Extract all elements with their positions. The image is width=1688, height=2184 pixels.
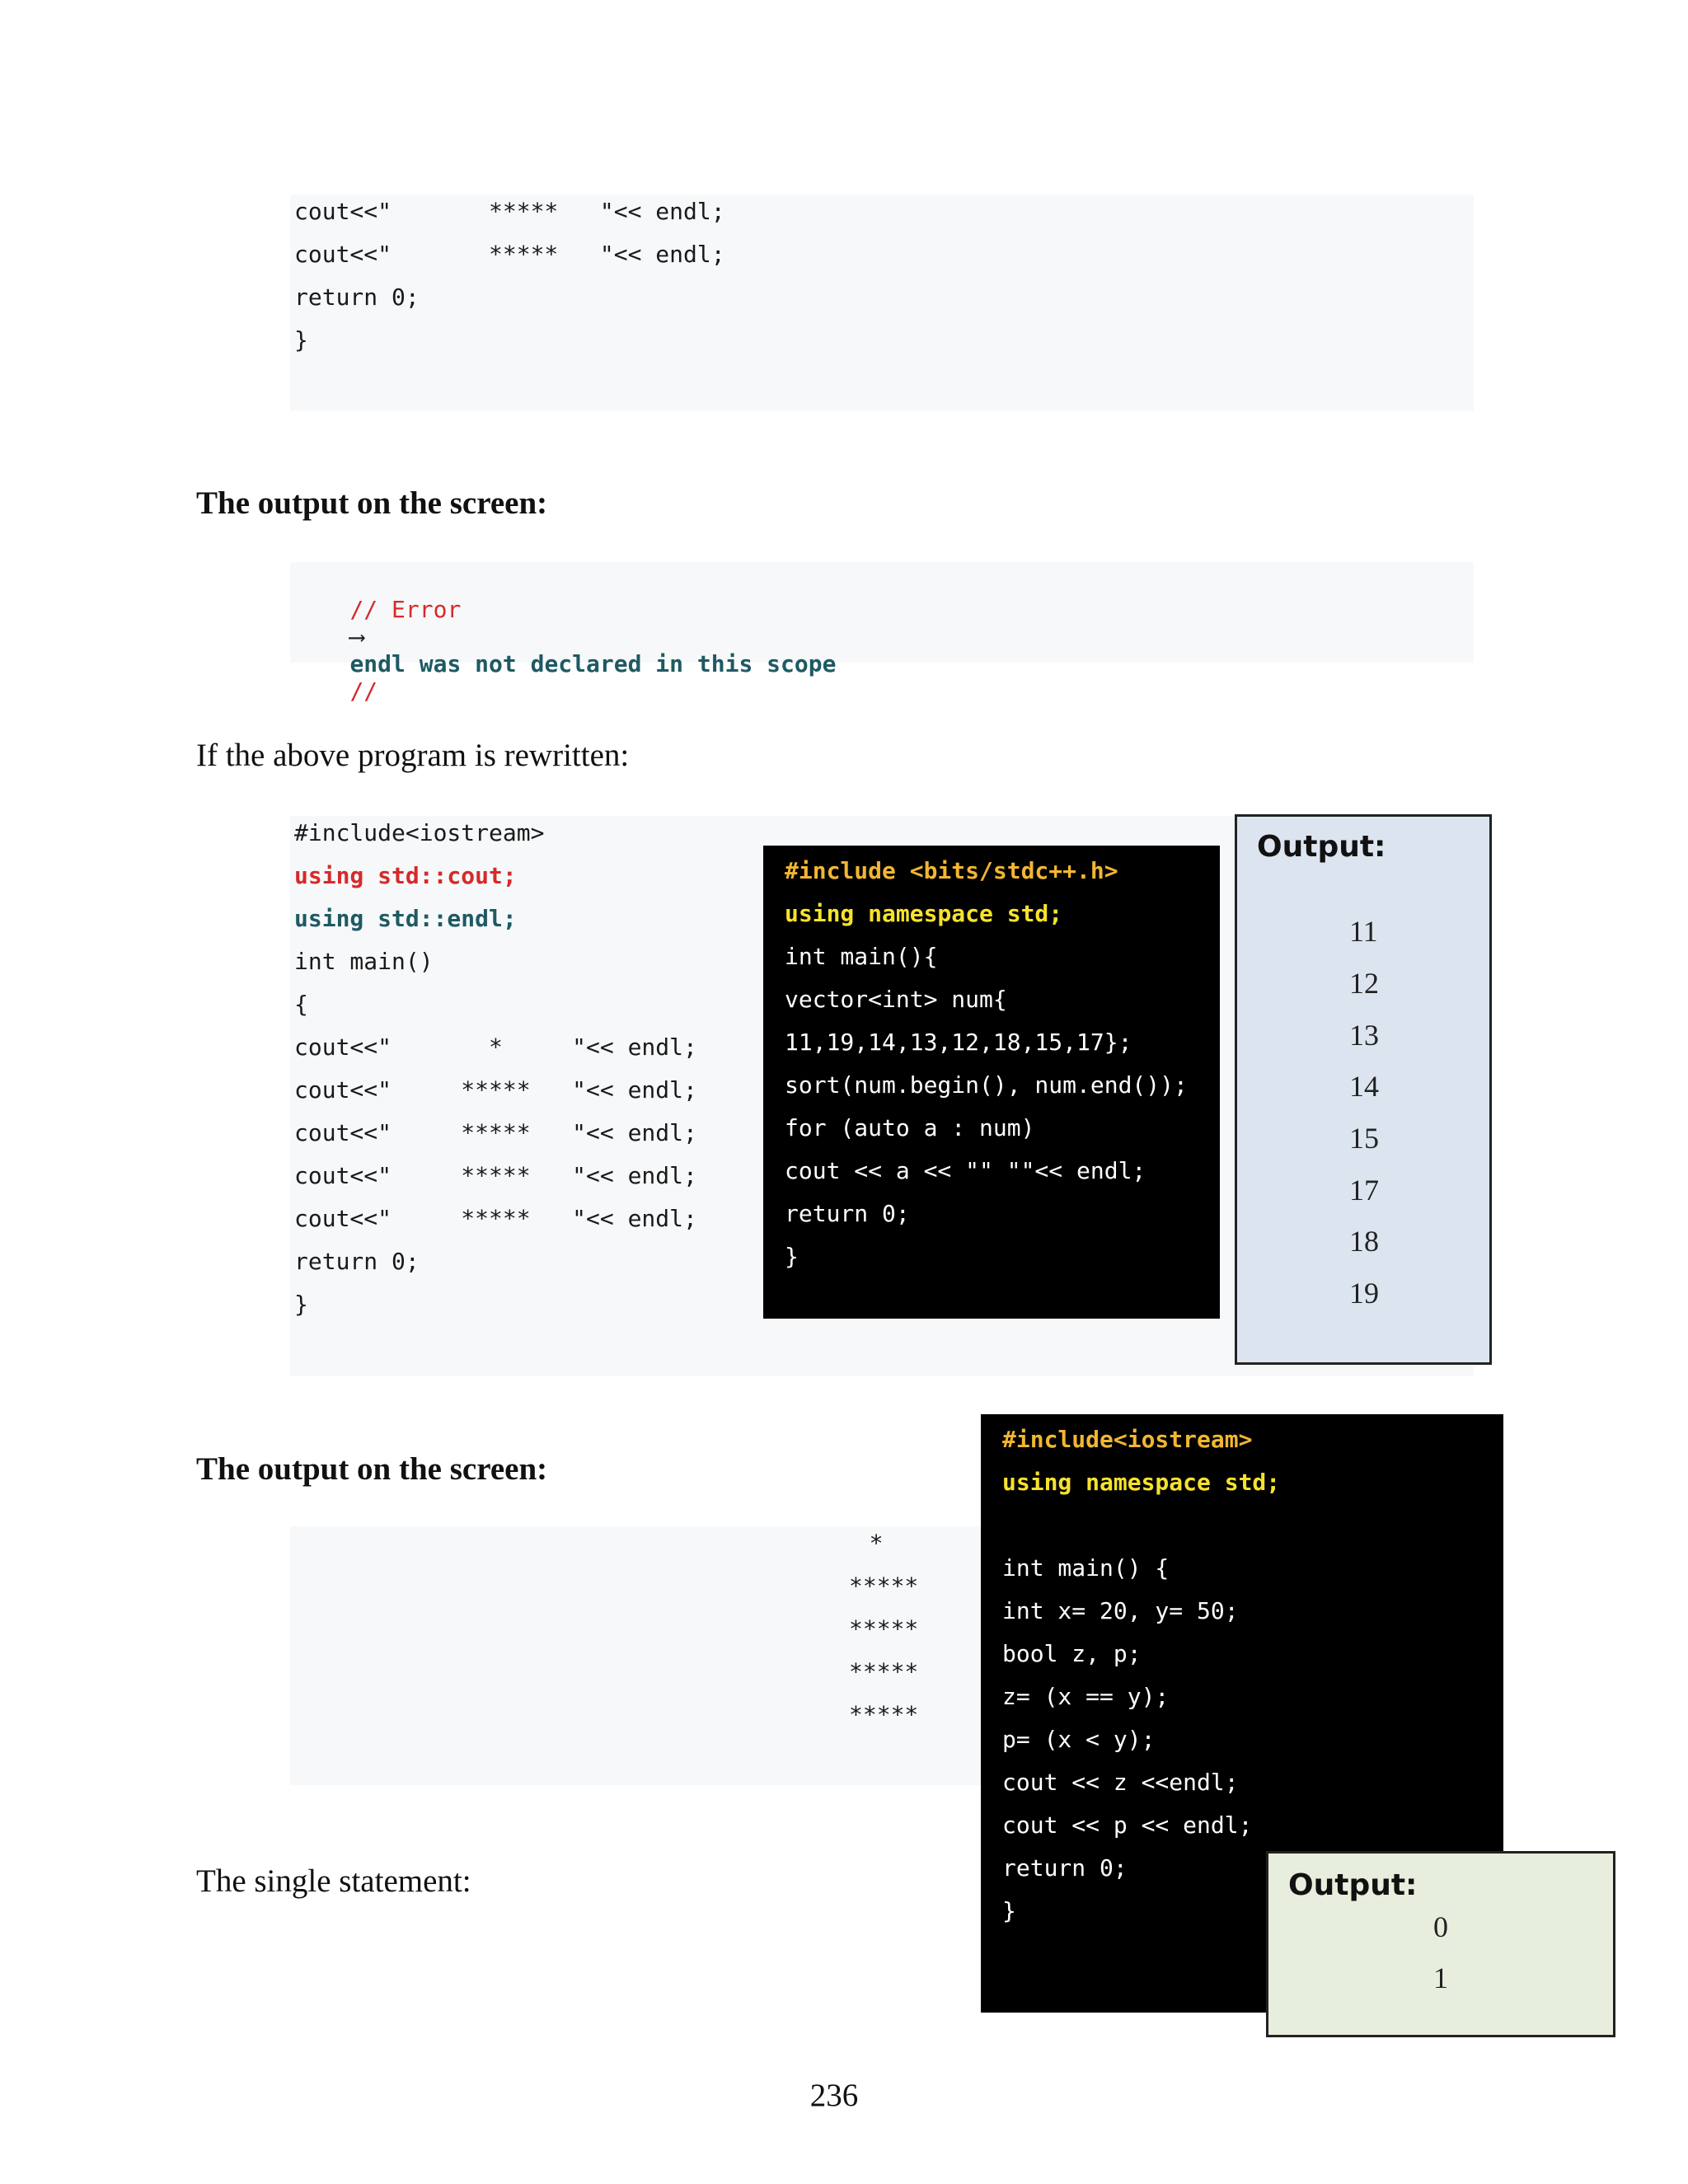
output-line: ***** — [849, 1701, 919, 1728]
output-value: 19 — [1349, 1277, 1379, 1310]
code-line: cout<<" * "<< endl; — [294, 1033, 697, 1061]
output-value: 12 — [1349, 967, 1379, 1000]
section-heading: The output on the screen: — [196, 485, 548, 521]
code-line: } — [785, 1243, 799, 1270]
code-line: int x= 20, y= 50; — [1002, 1597, 1239, 1624]
output-line: ***** — [849, 1615, 919, 1643]
error-prefix: // Error — [349, 596, 462, 623]
error-suffix: // — [349, 677, 378, 705]
code-line: } — [294, 326, 308, 354]
code-line: cout<<" ***** "<< endl; — [294, 1119, 697, 1146]
code-line: #include<iostream> — [294, 819, 545, 846]
output-value: 13 — [1349, 1019, 1379, 1052]
arrow-icon: ⟶ — [349, 623, 364, 650]
output-line: * — [869, 1530, 884, 1557]
output-value: 18 — [1349, 1225, 1379, 1258]
page-number: 236 — [809, 2078, 859, 2113]
code-line: cout<<" ***** "<< endl; — [294, 1205, 697, 1232]
top-code-block — [290, 194, 1474, 410]
code-line: cout<<" ***** "<< endl; — [294, 1076, 697, 1104]
output-value: 15 — [1349, 1122, 1379, 1155]
code-line: vector<int> num{ — [785, 986, 1007, 1013]
code-line: return 0; — [294, 1248, 420, 1275]
section-heading: The output on the screen: — [196, 1451, 548, 1487]
code-line: bool z, p; — [1002, 1640, 1142, 1667]
output-value: 11 — [1349, 915, 1378, 948]
code-line: using std::cout; — [294, 862, 517, 889]
code-line: #include <bits/stdc++.h> — [785, 857, 1118, 884]
code-line: return 0; — [785, 1200, 910, 1227]
sort-output-box — [1235, 814, 1492, 1365]
star-output-block — [290, 1526, 982, 1785]
code-line: return 0; — [1002, 1854, 1128, 1882]
paragraph: If the above program is rewritten: — [196, 738, 630, 773]
code-line: using namespace std; — [785, 900, 1063, 927]
output-value: 0 — [1433, 1910, 1448, 1943]
code-line: for (auto a : num) — [785, 1114, 1035, 1141]
code-line: cout << z <<endl; — [1002, 1769, 1239, 1796]
error-line — [294, 569, 836, 732]
sort-code-box — [763, 846, 1220, 1319]
bool-output-box — [1266, 1851, 1615, 2037]
code-line: } — [294, 1291, 308, 1318]
code-line: z= (x == y); — [1002, 1683, 1170, 1710]
output-title: Output: — [1257, 830, 1386, 864]
output-value: 14 — [1349, 1070, 1379, 1103]
code-line: sort(num.begin(), num.end()); — [785, 1071, 1188, 1099]
code-line: { — [294, 991, 308, 1018]
code-line: #include<iostream> — [1002, 1426, 1253, 1453]
output-value: 1 — [1433, 1961, 1448, 1994]
code-line: using std::endl; — [294, 905, 517, 932]
code-line: cout << a << "" ""<< endl; — [785, 1157, 1146, 1184]
error-message: endl was not declared in this scope — [349, 650, 837, 677]
code-line: cout<<" ***** "<< endl; — [294, 241, 725, 268]
code-line: using namespace std; — [1002, 1469, 1281, 1496]
code-line: } — [1002, 1897, 1016, 1924]
code-line: cout<<" ***** "<< endl; — [294, 198, 725, 225]
code-line: p= (x < y); — [1002, 1726, 1156, 1753]
output-line: ***** — [849, 1658, 919, 1685]
output-title: Output: — [1288, 1868, 1418, 1902]
code-line: int main() — [294, 948, 434, 975]
code-line: return 0; — [294, 284, 420, 311]
output-line: ***** — [849, 1572, 919, 1600]
code-line: cout << p << endl; — [1002, 1811, 1253, 1839]
paragraph: The single statement: — [196, 1863, 471, 1899]
code-line: int main(){ — [785, 943, 938, 970]
output-value: 17 — [1349, 1174, 1379, 1207]
code-line: 11,19,14,13,12,18,15,17}; — [785, 1029, 1132, 1056]
code-line: cout<<" ***** "<< endl; — [294, 1162, 697, 1189]
error-code-block — [290, 562, 1474, 705]
code-line: int main() { — [1002, 1554, 1170, 1582]
